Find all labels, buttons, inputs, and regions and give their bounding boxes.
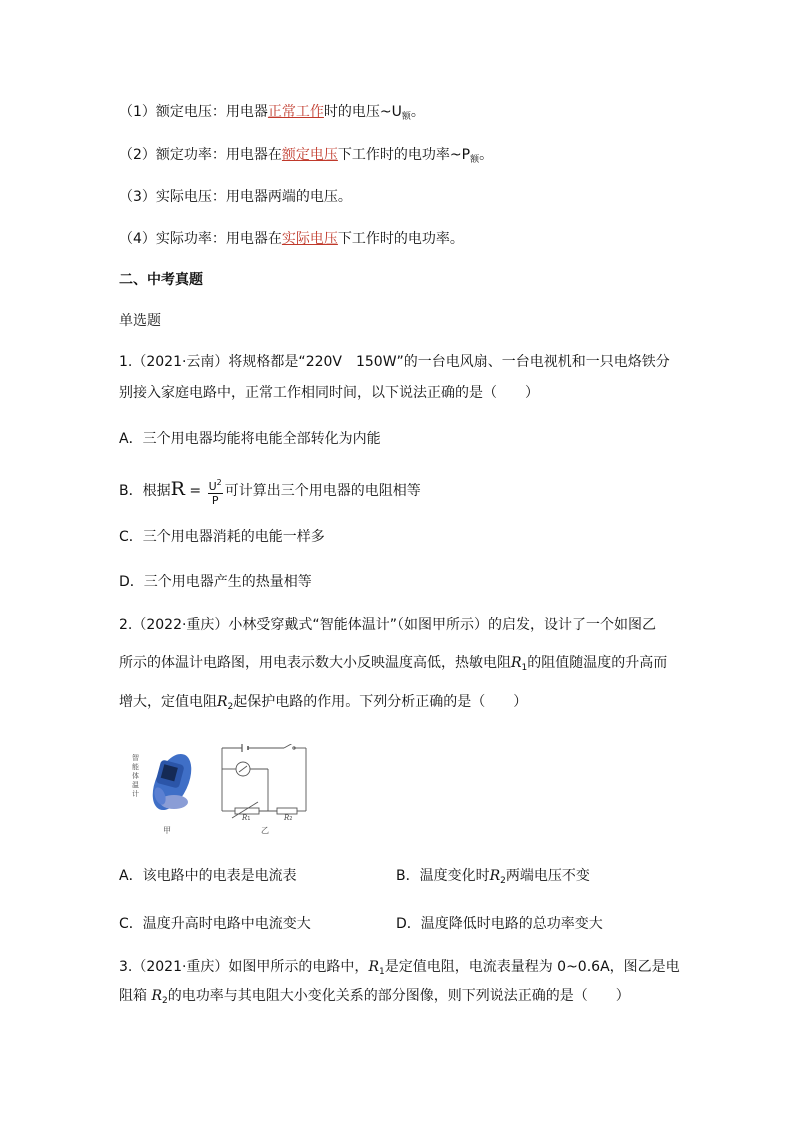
r1-label-sub: 1: [247, 816, 251, 822]
q3-r1-sub: 1: [378, 967, 385, 977]
definition-1-symbol: ~U: [379, 104, 402, 120]
definition-2-suffix: 下工作时的电功率: [337, 147, 450, 163]
q2-option-b-prefix: B．温度变化时: [396, 868, 490, 884]
q3-line2-suffix: 的电功率与其电阻大小变化关系的部分图像，则下列说法正确的是（ ）: [167, 988, 630, 1004]
q2-line3-suffix: 起保护电路的作用。下列分析正确的是（ ）: [233, 694, 528, 710]
question-1-option-a: A．三个用电器均能将电能全部转化为内能: [119, 431, 381, 447]
definition-1-suffix: 时的电压: [323, 104, 380, 120]
definition-2-underline: 额定电压: [281, 147, 338, 163]
q2-line3-prefix: 增大，定值电阻: [119, 694, 217, 710]
q3-line1-mid: 是定值电阻，电流表量程为 0~0.6A，图乙是电: [384, 959, 680, 975]
definition-4-prefix: （4）实际功率：用电器在: [119, 231, 282, 247]
question-2-option-c: C．温度升高时电路中电流变大: [119, 916, 311, 932]
definition-4-underline: 实际电压: [281, 231, 338, 247]
formula-r: R: [170, 478, 185, 500]
question-2-option-a: A．该电路中的电表是电流表: [119, 868, 297, 884]
q3-r1-symbol: R: [368, 959, 379, 975]
q2-r2-symbol: R: [217, 694, 228, 710]
definition-4-suffix: 下工作时的电功率。: [337, 231, 464, 247]
question-2-line-2: [119, 653, 667, 678]
r1-label: [242, 814, 250, 822]
definition-1-sub: 额: [401, 112, 411, 122]
numerator-u: U: [208, 479, 217, 493]
device-label-text: 智能体温计: [132, 754, 139, 798]
question-2-option-b: [396, 866, 590, 891]
option-b-suffix: 可计算出三个用电器的电阻相等: [224, 483, 421, 499]
option-b-prefix: B．根据: [119, 483, 171, 499]
figure-label-jia: 甲: [163, 826, 171, 835]
definition-1: [119, 102, 425, 127]
q2-option-b-r: R: [489, 868, 501, 884]
q2-r2-sub: 2: [227, 702, 234, 712]
formula-fraction: [208, 476, 223, 507]
definition-1-end: 。: [410, 104, 425, 120]
question-1-line-1: 1.（2021·云南）将规格都是“220V 150W”的一台电风扇、一台电视机和一只电烙铁分: [119, 354, 670, 370]
section-title: 二、中考真题: [119, 272, 203, 288]
definition-4: [119, 229, 464, 249]
r2-label-r: R: [284, 814, 290, 822]
fraction-numerator: [208, 476, 223, 494]
r2-label-sub: 2: [289, 816, 293, 822]
question-2-line-1: 2.（2022·重庆）小林受穿戴式“智能体温计”（如图甲所示）的启发，设计了一个如图乙: [119, 617, 656, 633]
definition-1-underline: 正常工作: [267, 104, 324, 120]
subsection-title: 单选题: [119, 313, 161, 329]
question-2-line-3: [119, 692, 527, 717]
numerator-exponent: 2: [216, 477, 222, 487]
q2-option-b-suffix: 两端电压不变: [505, 868, 590, 884]
question-1-option-c: C．三个用电器消耗的电能一样多: [119, 529, 325, 545]
question-1-line-2: 别接入家庭电路中，正常工作相同时间，以下说法正确的是（ ）: [119, 385, 539, 401]
definition-2-symbol: ~P: [449, 147, 471, 163]
definition-2-prefix: （2）额定功率：用电器在: [119, 147, 282, 163]
definition-2: [119, 145, 493, 170]
definition-2-sub: 额: [470, 155, 480, 165]
q2-line2-prefix: 所示的体温计电路图，用电表示数大小反映温度高低，热敏电阻: [119, 655, 511, 671]
circuit-diagram: [218, 744, 310, 830]
question-3-line-2: [119, 986, 630, 1011]
definition-3: （3）实际电压：用电器两端的电压。: [119, 189, 352, 205]
q2-line2-suffix: 的阻值随温度的升高而: [527, 655, 668, 671]
q3-r2-symbol: R: [151, 988, 162, 1004]
figure-label-yi: 乙: [261, 826, 269, 835]
q2-r1-symbol: R: [511, 655, 522, 671]
wearable-thermometer-image: [140, 746, 198, 816]
question-1-option-d: D．三个用电器产生的热量相等: [119, 574, 312, 590]
q2-option-b-sub: 2: [500, 876, 506, 886]
definition-2-end: 。: [479, 147, 494, 163]
r1-label-r: R: [242, 814, 248, 822]
q2-r1-sub: 1: [521, 663, 528, 673]
question-2-figure: [120, 738, 320, 838]
question-1-option-b: [119, 472, 421, 508]
definition-1-prefix: （1）额定电压：用电器: [119, 104, 268, 120]
question-2-option-d: D．温度降低时电路的总功率变大: [396, 916, 603, 932]
fraction-denominator: P: [211, 493, 219, 507]
q3-r2-sub: 2: [162, 996, 168, 1006]
q3-line2-prefix: 阻箱: [119, 988, 152, 1004]
formula-equals: =: [184, 483, 206, 499]
q3-line1-prefix: 3.（2021·重庆）如图甲所示的电路中，: [119, 959, 369, 975]
question-3-line-1: [119, 957, 680, 982]
r2-label: [284, 814, 292, 822]
